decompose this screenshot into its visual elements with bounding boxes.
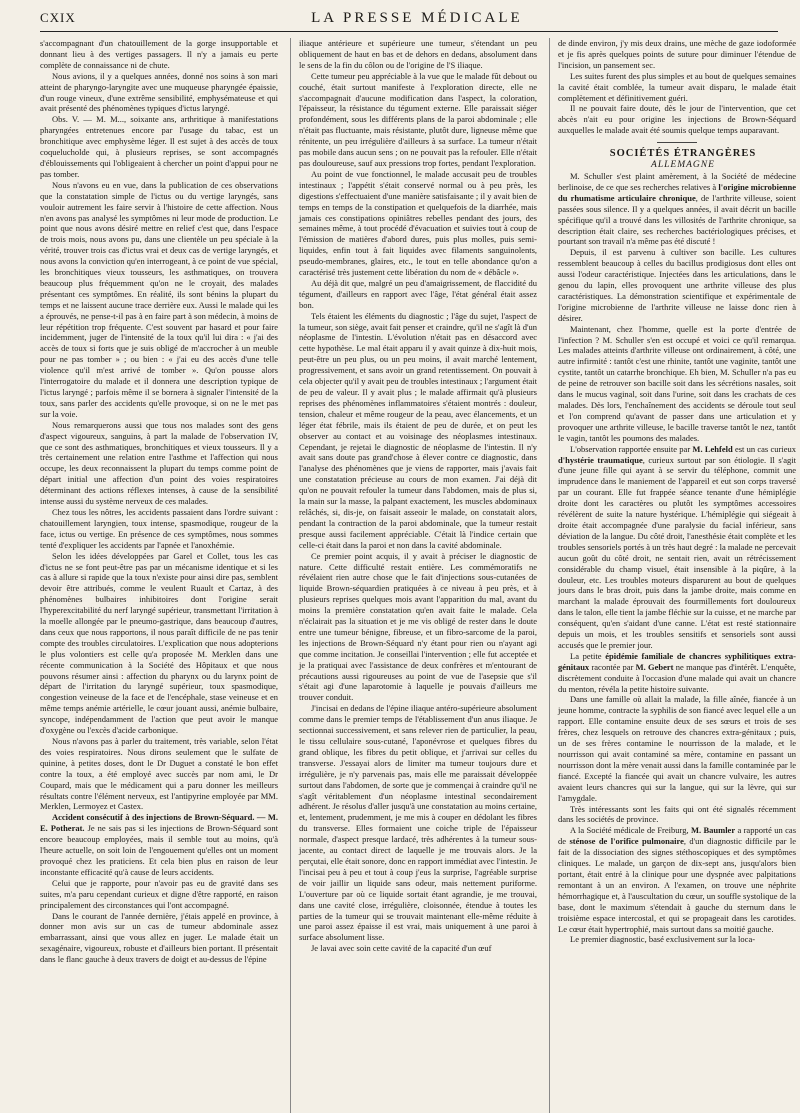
journal-title: LA PRESSE MÉDICALE	[311, 10, 523, 26]
bold-run: sténose de l'orifice pulmonaire	[569, 836, 684, 847]
paragraph: Il ne pouvait faire doute, dès le jour de l'intervention, que cet abcès n'ait eu pour origine les injections de Brown-Séquard auxquelles le malade avait été soumis quelque temps auparavant.	[558, 103, 796, 136]
section-title: SOCIÉTÉS ÉTRANGÈRES	[609, 148, 757, 160]
text-run: , curieux surtout par son étiologie. Il s'agit d'une jeune fille qui ayant à se servir du téléphone, commit une imprudence dans le maniement de l'appareil et eut son corps traversé par un courant. Elle fut frappée séance tenante d'une hémiplégie droite dont les caractères ou plutôt les symptômes accessoires révélèrent de suite la nature hystérique. L'hémiplégie qui siégeait à droite était accompagnée d'une paralysie du facial inférieur, sans déviation de la langue. Du côté droit, l'anesthésie était complète et les troubles sensoriels portés à un très haut degré : la malade ne percevait aucun goût du côté droit, ne sentait rien, avait un rétrécissement considérable du champ visuel, était insensible à la piqûre, à la douleur, etc. Les troubles moteurs disparurent au bout de quelques jours dans le bras droit, puis dans la jambe droite, mais comme en marchant la malade éprouvait des fourmillements fort douloureux dans le talon, elle tient la jambe fléchie sur la cuisse, et ne marche par conséquent, qu'en s'aidant d'une canne. L'état est resté stationnaire depuis un mois, et les troubles sensitifs et sensoriels sont aussi accusés que le premier jour.	[558, 454, 796, 650]
page-header	[40, 10, 778, 32]
column-1	[40, 38, 278, 1113]
text-run: A la Société médicale de Freiburg,	[570, 825, 691, 836]
text-run: La petite	[570, 650, 606, 661]
text-run: , d'un diagnostic difficile par le fait de la dissociation des signes stéthoscopiques et des symptômes cliniques. Le malade, un garçon de dix-sept ans, jusqu'alors bien portant, était entré à la clinique pour une dyspnée avec palpitations remontant à un an environ. A l'examen, on trouve une néphrite hémorrhagique et, à l'auscultation du cœur, un souffle systolique de la base, dont le maximum s'étendait à gauche du sternum dans le troisième espace intercostal, et qui se propageait dans les carotides. Le cœur était hypertrophié, mais surtout dans sa moitié gauche.	[558, 836, 796, 934]
section-divider	[657, 142, 697, 143]
text-run: racontée par	[589, 661, 636, 672]
column-3	[549, 38, 796, 1113]
paragraph: Dans le courant de l'année dernière, j'étais appelé en province, à donner mon avis sur un cas de tumeur abdominale assez embarrassant, ainsi que vous allez en juger. Le malade était un sexagénaire, vigoureux, robuste et d'ailleurs bien portant. Il présentait dans le flanc gauche à deux travers de doigt et au-dessus de l'épine	[40, 910, 278, 965]
article-author: — M. E. Potherat.	[40, 812, 278, 834]
paragraph: de dinde environ, j'y mis deux drains, une mèche de gaze iodoformée et je fis après quelques points de suture pour diminuer l'étendue de l'incision, un pansement sec.	[558, 38, 796, 70]
paragraph: Au point de vue fonctionnel, le malade accusait peu de troubles intestinaux ; l'appétit s'était conservé normal ou à peu près, les digestions s'effectuaient d'une manière satisfaisante ; il y avait bien de temps en temps de la constipation et quelquefois de la diarrhée, mais jamais ces constipations opiniâtres rebelles pendant des jours, des semaines même, à tout procédé d'évacuation et suivies tout à coup de l'émission de matières d'abord dures, puis plus molles, puis semi-liquides, enfin tout à fait liquides avec filaments sanguinolents, pseudo-membranes, glaires, etc., le tout en telle abondance qu'on a caractérisé très justement cette libération du nom de « débâcle ».	[299, 168, 537, 278]
text-run: a rapporté un cas de	[558, 825, 796, 847]
paragraph: Au déjà dit que, malgré un peu d'amaigrissement, de flaccidité du tégument, d'ailleurs en rapport avec l'âge, l'état général était assez bon.	[299, 277, 537, 310]
bold-run: M. Gebert	[635, 661, 674, 672]
paragraph: Dans une famille où allait la malade, la fille aînée, fiancée à un jeune homme, contracte la syphilis de son fiancé avec lequel elle a un rapport. Elle contamine ensuite deux de ses sœurs et trois de ses frères, chez lesquels on retrouve des chancres extra-génitaux ; puis, un de ses frères contamine le nourrisson de la malade, et le nourrisson qui avait contaminé sa mère, contamine en passant un nourrisson dont la mère venait aussi dans la famille contaminée par le fiancé. Excepté la fiancée qui avait un chancre vulvaire, les autres avaient leurs chancres qui sur la langue, qui sur la lèvre, qui sur l'amygdale.	[558, 694, 796, 803]
paragraph: iliaque antérieure et supérieure une tumeur, s'étendant un peu obliquement de haut en bas et de dehors en dedans, absolument dans le sens de la fin du côlon ou de l'origine de l'S iliaque.	[299, 38, 537, 70]
page-number: CXIX	[40, 10, 76, 25]
paragraph: Cette tumeur peu appréciable à la vue que le malade fût debout ou couché, était surtout manifeste à l'exploration directe, elle ne s'accompagnait d'aucune modification dans l'aspect, la coloration, l'épaisseur, la résistance du tégument externe. Elle paraissait siéger profondément, sous les différents plans de la paroi abdominale ; elle n'était pas fluctuante, mais résistante, plutôt dure, ligneuse même que rénitente, un peu irrégulière d'ailleurs à sa surface. La tumeur n'était pas mobile dans aucun sens ; on ne pouvait pas la refouler. Elle n'était pas douloureuse, sauf aux pressions trop fortes, pendant l'exploration.	[299, 70, 537, 168]
paragraph: Nous avions, il y a quelques années, donné nos soins à son mari atteint de pharyngo-laryngite avec une muqueuse pharyngée épaissie, d'un rouge vineux, d'une extrême sensibilité, emphysémateuse et qui avait présenté des phénomènes typiques d'ictus laryngé.	[40, 70, 278, 114]
paragraph: Ce premier point acquis, il y avait à préciser le diagnostic de nature. Cette difficulté restait entière. Les commémoratifs ne révélaient rien autre chose que le fait d'injections sous-cutanées de liquide Brown-séquardien pratiquées à ce niveau à peu près, et à plusieurs reprises quelques mois avant l'apparition du mal, avant du moins la première constatation qu'en avait faite le malade. Cela n'éclairait pas la situation et je me vis obligé de rester dans le doute entre une tumeur bénigne, fibreuse, et un fibro-sarcome de la paroi, les injections de Brown-Séquard n'y étant pour rien ou n'ayant agi que comme incitation. Je conseillai l'intervention ; elle fut acceptée et je la pratiquai avec l'assistance de deux confrères et m'entourant de précautions aussi rigoureuses au point de vue de l'asepsie que s'il s'était agi d'une laparotomie à laquelle je pouvais d'ailleurs me trouver conduit.	[299, 550, 537, 703]
column-2	[290, 38, 537, 1113]
paragraph: Selon les idées développées par Garel et Collet, tous les cas d'ictus ne se font peut-être pas par un mécanisme identique et si les cas à allure si rapide que la toux n'existe pour ainsi dire pas, semblent devoir être attribués, comme le veulent Ruault et Cartaz, à des phénomènes bulbaires inhibitoires dont l'origine serait l'hyperexcitabilité du nerf laryngé supérieur, transmettant l'irritation à la moelle allongée par le pneumo-gastrique, dans beaucoup d'autres, dans ceux que nous rapportons, il nous paraît difficile de ne pas tenir compte des troubles circulatoires. L'explication que nous adopterions le plus volontiers est celle qu'a proposée M. Merklen dans une récente communication à la Société des Hôpitaux et que nous pouvons résumer ainsi : affection du pharynx ou du larynx point de départ de l'irritation du laryngé supérieur, toux spasmodique, congestion veineuse de la face et de l'encéphale, stase veineuse et en même temps anémie artérielle, le cœur jouant aussi, anémie bulbaire, syncope, indépendamment de l'action que peut avoir le manque d'oxygène ou l'excès d'acide carbonique.	[40, 550, 278, 736]
bold-run: M. Baumler	[690, 825, 736, 836]
paragraph: Obs. V. — M. M..., soixante ans, arthritique à manifestations pharyngées entretenues encore par l'usage du tabac, est un bronchitique avec emphysème léger. Il est sujet à des accès de toux coquelucholde qui, à plusieurs reprises, se sont accompagnés d'éblouissements qui l'obligeaient à chercher un point d'appui pour ne pas tomber.	[40, 114, 278, 179]
text-run: , de l'arthrite villeuse, soient passées sous silence. Il y a quelques années, il avait décrit un bacille spécifique qu'il a trouvé dans les villosités de l'arthrite chronique, sa description était claire, ses recherches bactériologiques précises, et pourtant son travail n'a même pas été discuté !	[558, 192, 796, 247]
paragraph: Depuis, il est parvenu à cultiver son bacille. Les cultures ressemblent beaucoup à celles du bacillus prodigiosus dont elles ont aussi l'odeur caractéristique. Injectées dans les articulations, dans le genou du lapin, elles provoquent une arthrite villeuse des plus caractéristiques. La démonstration scientifique et expérimentale de l'origine microbienne de l'arthrite villeuse ne laisse donc rien à désirer.	[558, 247, 796, 323]
paragraph: Maintenant, chez l'homme, quelle est la porte d'entrée de l'infection ? M. Schuller s'en est occupé et voici ce qu'il remarqua. Les malades atteints d'arthrite villeuse ont ordinairement, à côté, une autre infirmité : tantôt c'est une rhinite, tantôt une vaginite, tantôt une cystite, tantôt un catarrhe bronchique. Eh bien, M. Schuller n'a pas eu de peine de retrouver son bacille soit dans les sécrétions nasales, soit dans le mucus vaginal, soit dans l'urine, soit dans les crachats de ces malades. Dès lors, l'enchaînement des accidents se déroule tout seul et l'on comprend qu'avant de passer dans une articulation et y provoquer une arthrite villeuse, le bacille traverse tantôt le nez, tantôt le vagin, tantôt les poumons des malades.	[558, 323, 796, 443]
paragraph	[558, 825, 796, 934]
paragraph: Nous n'avons eu en vue, dans la publication de ces observations que la constatation simple de l'ictus ou du vertige laryngés, sans vouloir autrement les faire servir à l'histoire de cette affection. Nous n'en avons pas analysé les symptômes ni leur mode de production. Le point que nous avons désiré mettre en relief c'est que, dans l'espace de trois mois, nous avons pu, dans une clientèle un peu spéciale à la vérité, trouver trois cas d'ictus vrai et deux cas de vertige laryngés, et nous avons la conviction qu'en interrogeant, à ce point de vue spécial, les bronchitiques vieux tousseurs, les asthmatiques, on trouvera beaucoup plus fréquemment qu'on ne le croyait, des malades présentant ces symptômes. En réalité, ils sont bénins la plupart du temps et ne laissent aucune trace derrière eux. Aussi le malade qui les a éprouvés, ne pense-t-il pas à en faire part à son médecin, à moins de leur répétition trop fréquente. C'est souvent par hasard et pour faire incidemment, juger de l'intensité de la toux qu'il lui dira : « j'ai des accès de toux si forts que je suis obligé de m'accrocher à un meuble pour ne pas tomber » ; ou bien : « j'ai eu des accès d'une telle violence qu'il m'est arrivé de tomber ». Qu'on pousse alors l'interrogatoire du malade et il donnera une description typique de l'ictus laryngé ; parfois même il se bornera à signaler l'intensité de la toux, sans parler des accidents qu'elle provoque, si on ne le met pas sur la voie.	[40, 179, 278, 419]
paragraph	[558, 171, 796, 247]
bold-run: M. Lehfeld	[692, 443, 733, 454]
paragraph: Le premier diagnostic, basé exclusivement sur la loca-	[570, 934, 756, 945]
paragraph: Je lavai avec soin cette cavité de la capacité d'un œuf	[311, 943, 492, 954]
text-run: M. Schuller s'est plaint amèrement, à la Société de médecine berlinoise, de ce que ses recherches relatives à	[558, 170, 796, 192]
text-run: L'observation rapportée ensuite par	[570, 443, 693, 454]
text-run: est un cas curieux	[732, 443, 796, 454]
paragraph	[558, 651, 796, 695]
paragraph: Nous remarquerons aussi que tous nos malades sont des gens d'aspect vigoureux, sanguins, à part la malade de l'observation IV, que ce sont des asthmatiques, bronchitiques et vieux tousseurs. Il y a très certainement une relation entre l'asthme et l'affection qui nous occupe, les deux reconnaissent la plupart du temps comme point de départ initial une affection d'un point des voies respiratoires déterminant des actions réflexes intenses, à cause de la sensibilité intense aussi du système nerveux de ces malades.	[40, 419, 278, 507]
article-columns	[40, 38, 796, 1113]
paragraph: Les suites furent des plus simples et au bout de quelques semaines la cavité était comblée, la tumeur avait disparu, le malade était complètement et définitivement guéri.	[558, 70, 796, 103]
subsection-title: ALLEMAGNE	[651, 160, 715, 171]
article-text: Je ne sais pas si les injections de Brown-Séquard sont encore beaucoup employées, mais il semble tout au moins, qu'à l'heure actuelle, on soit loin de l'engouement qu'elles ont un moment provoqué chez les praticiens. Et cela bien plus en raison de leur inconstante efficacité qu'à cause de leurs accidents.	[40, 823, 278, 877]
bold-run: d'hystérie traumatique	[558, 454, 643, 465]
paragraph: s'accompagnant d'un chatouillement de la gorge insupportable et donnant lieu à des vertiges passagers. Il n'y a jamais eu perte complète de connaissance ni de chute.	[40, 38, 278, 70]
paragraph: Chez tous les nôtres, les accidents passaient dans l'ordre suivant : chatouillement laryngien, toux intense, spasmodique, rougeur de la face, ictus ou vertige. En présence de ces symptômes, nous sommes tenté d'expliquer les accidents par l'apnée et l'anoxhémie.	[40, 506, 278, 550]
text-run: ne manque pas d'intérêt. L'enquête, discrètement conduite à l'occasion d'une malade qui avait un chancre du menton, révéla la petite histoire suivante.	[558, 661, 796, 694]
article-title: Accident consécutif à des injections de Brown-Séquard.	[52, 812, 255, 823]
paragraph: J'incisai en dedans de l'épine iliaque antéro-supérieure absolument comme dans le premier temps de l'établissement d'un anus iliaque. Je sectionnai successivement, et sans relever rien de particulier, la peau, le tissu cellulaire sous-cutané, l'aponévrose et quelques fibres du grand oblique, les fibres du petit oblique, et j'arrivai sur celles du transverse. J'essayai alors de limiter ma tumeur toujours dure et irrégulière, je n'y parvenais pas, mais elle me paraissait développée surtout dans l'abdomen, de sorte que je commençai à craindre qu'il ne s'agît véritablement d'un néoplasme intestinal secondairement adhérent. Je résolus d'aller jusqu'à une constatation au moins certaine, et, lentement, prudemment, je me mis à couper en dédolant les fibres du transverse. Elles formaient une coiche triple de l'épaisseur normale, d'aspect presque lardacé, très adhérentes à la tumeur sous-jacente, au contact direct de laquelle je me trouvais alors. Je la perçutai, elle était sonore, donc en rapport immédiat avec l'intestin. Je l'incisai peu à peu et tout à coup j'eus la surprise, l'agréable surprise de voir jaillir un liquide sans odeur, mais nettement puriforme. L'ouverture par où ce liquide sortait étant agrandie, je me trouvai, dans une cavité close, irrégulière, cloisonnée, étendue à toutes les parties de la tumeur qui se trouvait maintenant elle-même réduite à une paroi assez épaisse il est vrai, mais uniquement à une paroi à surface absolument lisse.	[299, 703, 537, 943]
paragraph: Celui que je rapporte, pour n'avoir pas eu de gravité dans ses suites, m'a paru cependant curieux et digne d'être rapporté, en raison principalement des circonstances qui l'ont accompagné.	[40, 877, 278, 910]
bold-run: épidémie familiale de chancres syphilitiques extra-génitaux	[558, 650, 796, 672]
article-heading-paragraph	[40, 812, 278, 877]
paragraph: Très intéressants sont les faits qui ont été signalés récemment dans les sociétés de province.	[558, 803, 796, 825]
paragraph: Tels étaient les éléments du diagnostic ; l'âge du sujet, l'aspect de la tumeur, son siège, avait fait penser et craindre, qu'il ne s'agît là d'un néoplasme de l'intestin. L'évolution n'était pas en désaccord avec cette hypothèse. Le mal était apparu il y avait quinze à dix-huit mois, peut-être un peu plus, ou un peu moins, il avait marché lentement, progressivement, et sans avoir un grand retentissement. On pouvait à cela objecter qu'il y avait peu de troubles intestinaux ; l'argument était de peu de valeur. Il y avait plus ; le malade affirmait qu'à plusieurs reprises des phénomènes inflammatoires s'étaient montrés : douleur, tension, chaleur et même rougeur de la peau, avec élancements, et un léger état fébrile, mais ils étaient de peu de durée, et on peut les observer au contact et au voisinage des néoplasmes intestinaux. Cependant, je rejetai le diagnostic de néoplasme de l'intestin. Il n'y avait sans doute pas grand'chose à élever contre ce diagnostic, dans l'analyse des phénomènes que je viens de rapporter, mais j'avais fait une constatation précieuse au cours de mon examen. J'ai déjà dit qu'on ne pouvait refouler la tumeur dans l'abdomen, mais de plus si, la main sur la masse, la palpant exactement, les muscles abdominaux relâchés, si, dis-je, on faisait asseoir le malade, on constatait alors, pendant la contraction de la paroi abdominale, que la tumeur restait presque aussi facilement appréciable. C'était là l'indice certain que celle-ci était dans la paroi et non dans la cavité abdominale.	[299, 310, 537, 550]
paragraph	[558, 444, 796, 651]
bold-run: l'origine microbienne du rhumatisme articulaire chronique	[558, 181, 796, 203]
paragraph: Nous n'avons pas à parler du traitement, très variable, selon l'état des voies respiratoires. Nous dirons seulement que le sulfate de quinine, à petites doses, dont le Dr Duguet a constaté le bon effet contre la toux, a été employé avec succès par nom ami, le Dr Coupard, mais que le médicament qui a paru donner les meilleurs résultats contre l'élément nerveux, est l'antipyrine employée par MM. Merklen, Lermoyez et Castex.	[40, 736, 278, 812]
